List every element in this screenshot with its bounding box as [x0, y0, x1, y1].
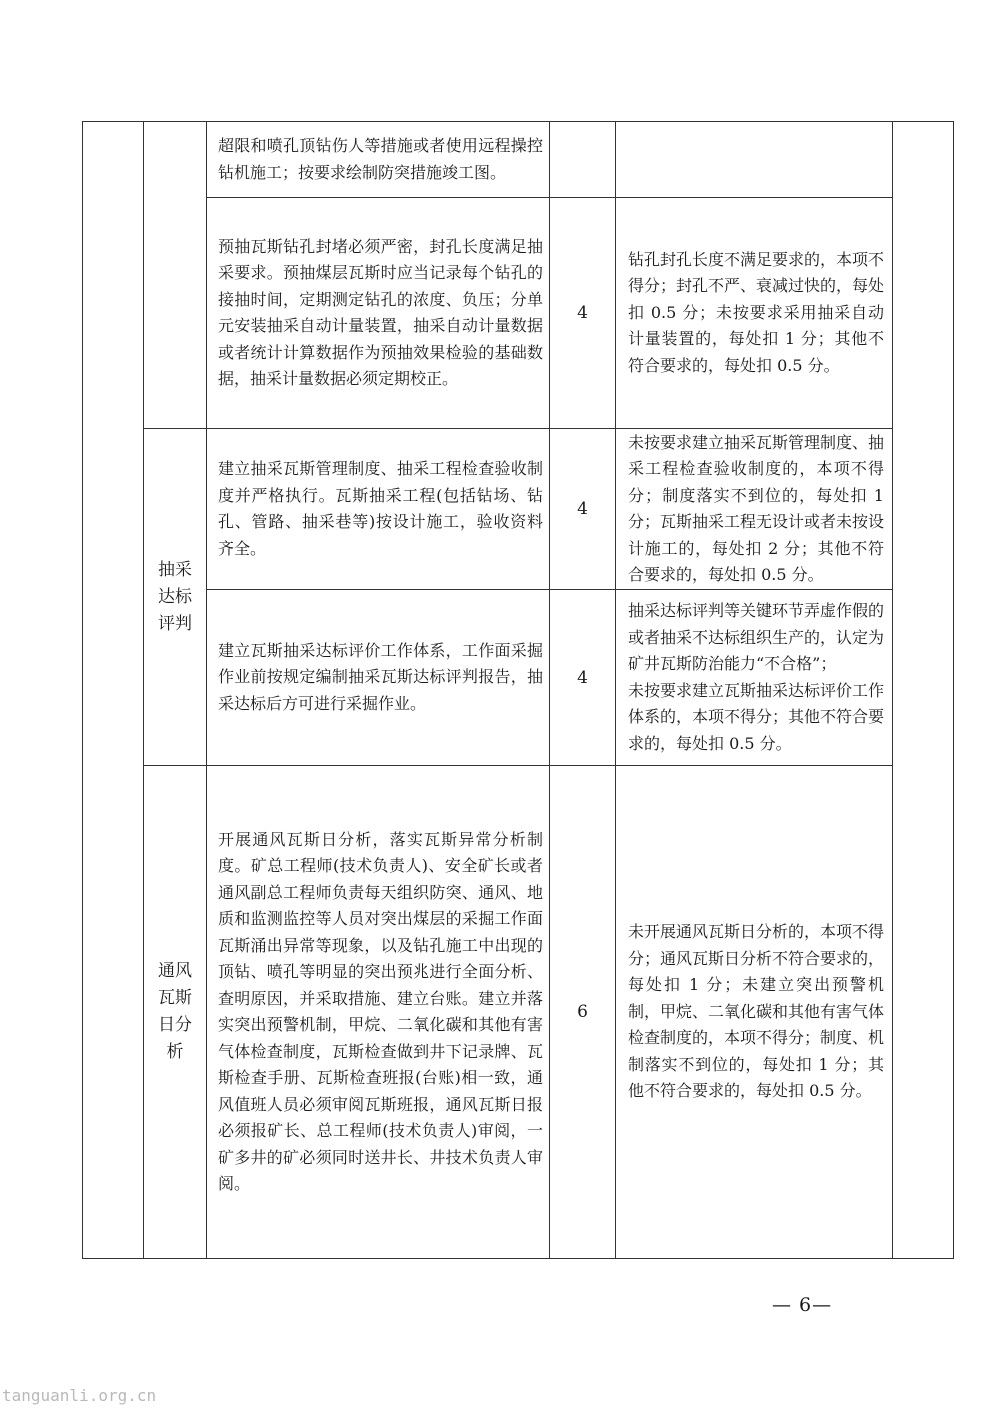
page-number: — 6—	[772, 1294, 833, 1316]
score-cell: 4	[550, 590, 616, 766]
requirement-cell: 超限和喷孔顶钻伤人等措施或者使用远程操控钻机施工；按要求绘制防突措施竣工图。	[207, 122, 550, 198]
deduction-cell: 未开展通风瓦斯日分析的，本项不得分；通风瓦斯日分析不符合要求的，每处扣 1 分；未建立突出预警机制，甲烷、二氧化碳和其他有害气体检查制度的，本项不得分；制度、机制落实不到位的，每处扣 1 分；其他不符合要求的，每处扣 0.5 分。	[616, 766, 893, 1259]
requirement-cell: 建立瓦斯抽采达标评价工作体系，工作面采掘作业前按规定编制抽采瓦斯达标评判报告，抽采达标后方可进行采掘作业。	[207, 590, 550, 766]
deduction-cell	[616, 122, 893, 198]
section-cell	[83, 122, 144, 1259]
table-row	[83, 766, 954, 1259]
deduction-paragraph: 抽采达标评判等关键环节弄虚作假的或者抽采不达标组织生产的，认定为矿井瓦斯防治能力“不合格”；	[628, 601, 885, 673]
requirement-cell: 建立抽采瓦斯管理制度、抽采工程检查验收制度并严格执行。瓦斯抽采工程(包括钻场、钻孔、管路、抽采巷等)按设计施工，验收资料齐全。	[207, 429, 550, 590]
scoring-table	[82, 121, 954, 1259]
score-cell: 4	[550, 198, 616, 429]
category-cell	[144, 122, 207, 429]
table-row	[83, 122, 954, 198]
table-row	[83, 590, 954, 766]
category-label: 抽采达标评判	[158, 559, 192, 634]
requirement-cell: 开展通风瓦斯日分析，落实瓦斯异常分析制度。矿总工程师(技术负责人)、安全矿长或者通风副总工程师负责每天组织防突、通风、地质和监测监控等人员对突出煤层的采掘工作面瓦斯涌出异常等现象，以及钻孔施工中出现的顶钻、喷孔等明显的突出预兆进行全面分析、查明原因，并采取措施、建立台账。建立并落实突出预警机制，甲烷、二氧化碳和其他有害气体检查制度，瓦斯检查做到井下记录牌、瓦斯检查手册、瓦斯检查班报(台账)相一致，通风值班人员必须审阅瓦斯班报，通风瓦斯日报必须报矿长、总工程师(技术负责人)审阅，一矿多井的矿必须同时送井长、井技术负责人审阅。	[207, 766, 550, 1259]
deduction-paragraph: 未按要求建立瓦斯抽采达标评价工作体系的，本项不得分；其他不符合要求的，每处扣 0.5 分。	[628, 680, 885, 753]
remark-cell	[893, 122, 954, 1259]
deduction-cell	[616, 590, 893, 766]
category-label: 通风瓦斯日分析	[158, 961, 192, 1062]
score-cell: 6	[550, 766, 616, 1259]
table-row	[83, 198, 954, 429]
score-cell: 4	[550, 429, 616, 590]
score-cell	[550, 122, 616, 198]
category-cell	[144, 429, 207, 766]
deduction-cell: 未按要求建立抽采瓦斯管理制度、抽采工程检查验收制度的，本项不得分；制度落实不到位的，每处扣 1 分；瓦斯抽采工程无设计或者未按设计施工的，每处扣 2 分；其他不符合要求的，每处扣 0.5 分。	[616, 429, 893, 590]
table-row	[83, 429, 954, 590]
requirement-cell: 预抽瓦斯钻孔封堵必须严密，封孔长度满足抽采要求。预抽煤层瓦斯时应当记录每个钻孔的接抽时间，定期测定钻孔的浓度、负压；分单元安装抽采自动计量装置，抽采自动计量数据或者统计计算数据作为预抽效果检验的基础数据，抽采计量数据必须定期校正。	[207, 198, 550, 429]
deduction-cell: 钻孔封孔长度不满足要求的，本项不得分；封孔不严、衰减过快的，每处扣 0.5 分；未按要求采用抽采自动计量装置的，每处扣 1 分；其他不符合要求的，每处扣 0.5 分。	[616, 198, 893, 429]
watermark: tanguanli.org.cn	[2, 1386, 157, 1405]
category-cell	[144, 766, 207, 1259]
